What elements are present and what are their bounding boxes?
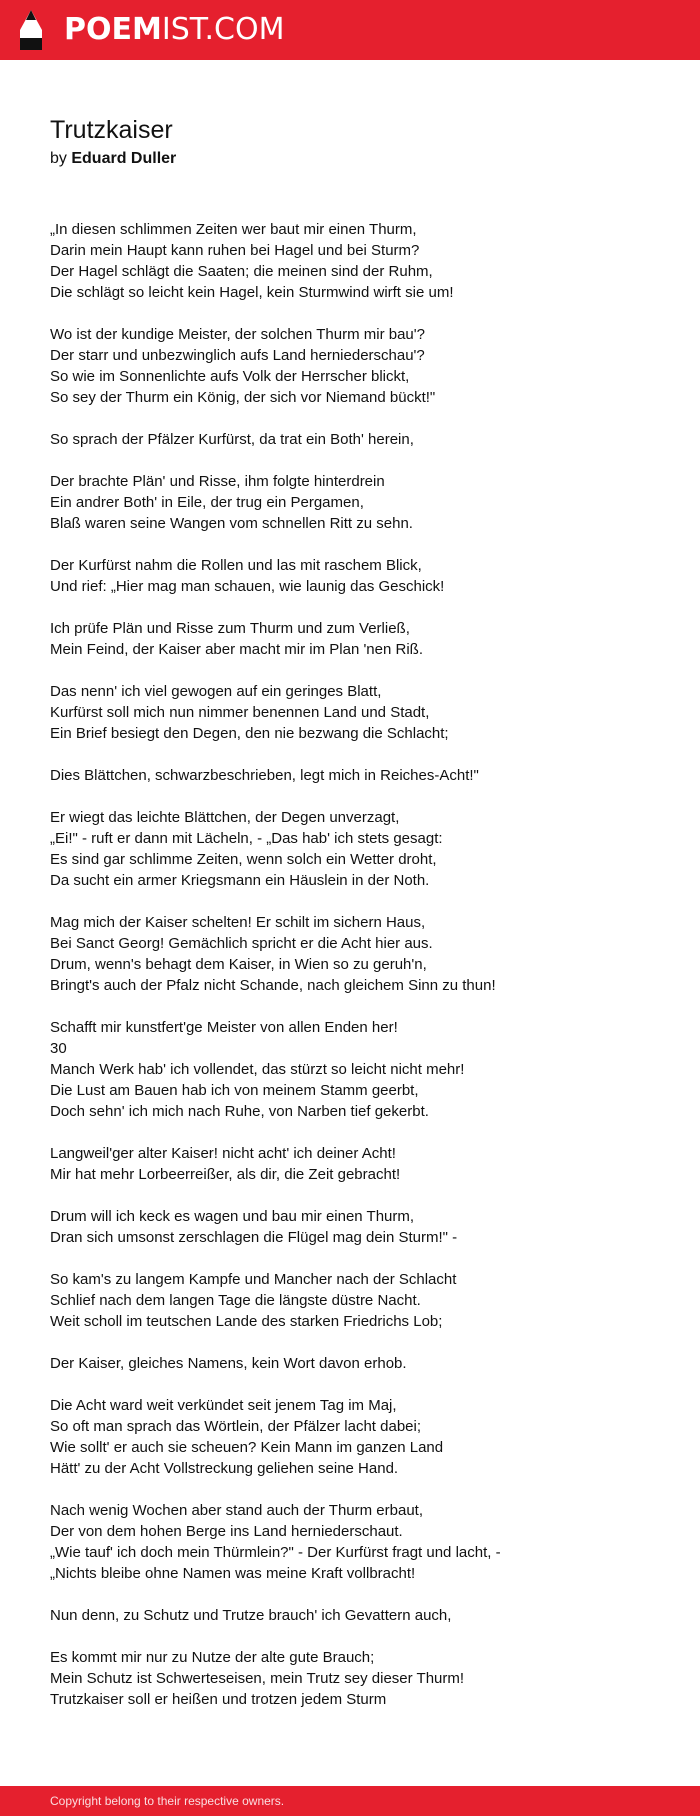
stanza [50,807,670,891]
poem-line: „Wie tauf' ich doch mein Thürmlein?" - Der Kurfürst fragt und lacht, - [50,1544,501,1561]
poem-line: So oft man sprach das Wörtlein, der Pfälzer lacht dabei; [50,1418,422,1435]
stanza [50,1353,670,1374]
byline-prefix: by [50,150,67,167]
poem-line: Er wiegt das leichte Blättchen, der Degen unverzagt, [50,809,400,826]
stanza-gap [50,303,670,324]
poem-line: Nun denn, zu Schutz und Trutze brauch' ich Gevattern auch, [50,1607,452,1624]
copyright-text: Copyright belong to their respective owners. [50,1794,285,1808]
byline [50,148,176,170]
poem-line: Das nenn' ich viel gewogen auf ein geringes Blatt, [50,683,382,700]
poem-line: Trutzkaiser soll er heißen und trotzen jedem Sturm [50,1691,387,1708]
stanza [50,1647,670,1710]
poem-line: „Ei!" - ruft er dann mit Lächeln, - „Das hab' ich stets gesagt: [50,830,443,847]
poem-line: Bei Sanct Georg! Gemächlich spricht er die Acht hier aus. [50,935,433,952]
stanza [50,555,670,597]
poem-line: Die schlägt so leicht kein Hagel, kein Sturmwind wirft sie um! [50,284,454,301]
poem-line: Drum will ich keck es wagen und bau mir einen Thurm, [50,1208,415,1225]
poem-line: Blaß waren seine Wangen vom schnellen Ritt zu sehn. [50,515,413,532]
stanza-gap [50,408,670,429]
poem-line: Der Kaiser, gleiches Namens, kein Wort davon erhob. [50,1355,407,1372]
poem-line: Der starr und unbezwinglich aufs Land herniederschau'? [50,347,425,364]
poem-line: Mir hat mehr Lorbeerreißer, als dir, die Zeit gebracht! [50,1166,401,1183]
logo-text-light: IST.COM [161,12,285,47]
stanza [50,429,670,450]
poem-line: Dies Blättchen, schwarzbeschrieben, legt mich in Reiches-Acht!" [50,767,479,784]
poem-line: Doch sehn' ich mich nach Ruhe, von Narben tief gekerbt. [50,1103,429,1120]
stanza [50,1206,670,1248]
poem-line: Mag mich der Kaiser schelten! Er schilt im sichern Haus, [50,914,426,931]
stanza [50,912,670,996]
poem-line: Es sind gar schlimme Zeiten, wenn solch ein Wetter droht, [50,851,437,868]
poem-line: Der Hagel schlägt die Saaten; die meinen sind der Ruhm, [50,263,433,280]
poem-line: Da sucht ein armer Kriegsmann ein Häuslein in der Noth. [50,872,430,889]
poem-line: Bringt's auch der Pfalz nicht Schande, nach gleichem Sinn zu thun! [50,977,496,994]
poem-line: Schafft mir kunstfert'ge Meister von allen Enden her! [50,1019,398,1036]
poem-line: Nach wenig Wochen aber stand auch der Thurm erbaut, [50,1502,423,1519]
poem-line: Weit scholl im teutschen Lande des starken Friedrichs Lob; [50,1313,443,1330]
stanza-gap [50,996,670,1017]
poem-line: Mein Schutz ist Schwerteseisen, mein Trutz sey dieser Thurm! [50,1670,465,1687]
stanza-gap [50,1332,670,1353]
poem-body [50,219,670,1710]
poem-line: Der von dem hohen Berge ins Land herniederschaut. [50,1523,403,1540]
pencil-logo-icon[interactable] [18,8,44,52]
site-footer [0,1786,700,1816]
poem-line: „Nichts bleibe ohne Namen was meine Kraft vollbracht! [50,1565,416,1582]
stanza [50,324,670,408]
stanza-gap [50,786,670,807]
stanza [50,471,670,534]
poem-title: Trutzkaiser [50,116,173,144]
poem-line: Ein andrer Both' in Eile, der trug ein Pergamen, [50,494,364,511]
poem-line: „In diesen schlimmen Zeiten wer baut mir einen Thurm, [50,221,417,238]
stanza [50,219,670,303]
stanza [50,1395,670,1479]
poem-line: Manch Werk hab' ich vollendet, das stürzt so leicht nicht mehr! [50,1061,465,1078]
stanza-gap [50,660,670,681]
stanza-gap [50,1479,670,1500]
stanza [50,1605,670,1626]
poem-line: Der brachte Plän' und Risse, ihm folgte hinterdrein [50,473,385,490]
stanza [50,1269,670,1332]
poem-line: Dran sich umsonst zerschlagen die Flügel mag dein Sturm!" - [50,1229,458,1246]
poem-line: Drum, wenn's behagt dem Kaiser, in Wien so zu geruh'n, [50,956,427,973]
logo-text-bold: POEM [64,12,162,47]
poem-line: Wie sollt' er auch sie scheuen? Kein Mann im ganzen Land [50,1439,444,1456]
stanza [50,1500,670,1584]
poem-line: 30 [50,1040,67,1057]
poem-line: Die Lust am Bauen hab ich von meinem Stamm geerbt, [50,1082,419,1099]
site-header [0,0,700,60]
stanza [50,1017,670,1122]
poem-line: So sey der Thurm ein König, der sich vor Niemand bückt!" [50,389,436,406]
stanza-gap [50,1374,670,1395]
stanza [50,1143,670,1185]
stanza-gap [50,891,670,912]
poem-line: Schlief nach dem langen Tage die längste düstre Nacht. [50,1292,421,1309]
stanza-gap [50,450,670,471]
stanza-gap [50,1626,670,1647]
stanza-gap [50,1185,670,1206]
poem-line: Hätt' zu der Acht Vollstreckung geliehen seine Hand. [50,1460,399,1477]
poem-line: Darin mein Haupt kann ruhen bei Hagel und bei Sturm? [50,242,420,259]
poem-line: Ein Brief besiegt den Degen, den nie bezwang die Schlacht; [50,725,449,742]
stanza-gap [50,744,670,765]
stanza [50,681,670,744]
poem-line: Ich prüfe Plän und Risse zum Thurm und zum Verließ, [50,620,410,637]
stanza-gap [50,1584,670,1605]
poem-line: Langweil'ger alter Kaiser! nicht acht' ich deiner Acht! [50,1145,396,1162]
poem-line: Kurfürst soll mich nun nimmer benennen Land und Stadt, [50,704,430,721]
poem-line: Es kommt mir nur zu Nutze der alte gute Brauch; [50,1649,375,1666]
poem-line: Der Kurfürst nahm die Rollen und las mit raschem Blick, [50,557,422,574]
stanza-gap [50,1248,670,1269]
stanza [50,765,670,786]
poem-line: So wie im Sonnenlichte aufs Volk der Herrscher blickt, [50,368,410,385]
poem-line: Und rief: „Hier mag man schauen, wie launig das Geschick! [50,578,445,595]
stanza-gap [50,1122,670,1143]
poem-line: Mein Feind, der Kaiser aber macht mir im Plan 'nen Riß. [50,641,424,658]
author-name[interactable]: Eduard Duller [71,150,177,167]
site-logo[interactable] [64,12,285,47]
stanza [50,618,670,660]
poem-line: So kam's zu langem Kampfe und Mancher nach der Schlacht [50,1271,457,1288]
poem-line: Wo ist der kundige Meister, der solchen Thurm mir bau'? [50,326,425,343]
poem-line: Die Acht ward weit verkündet seit jenem Tag im Maj, [50,1397,397,1414]
stanza-gap [50,534,670,555]
stanza-gap [50,597,670,618]
poem-line: So sprach der Pfälzer Kurfürst, da trat ein Both' herein, [50,431,414,448]
